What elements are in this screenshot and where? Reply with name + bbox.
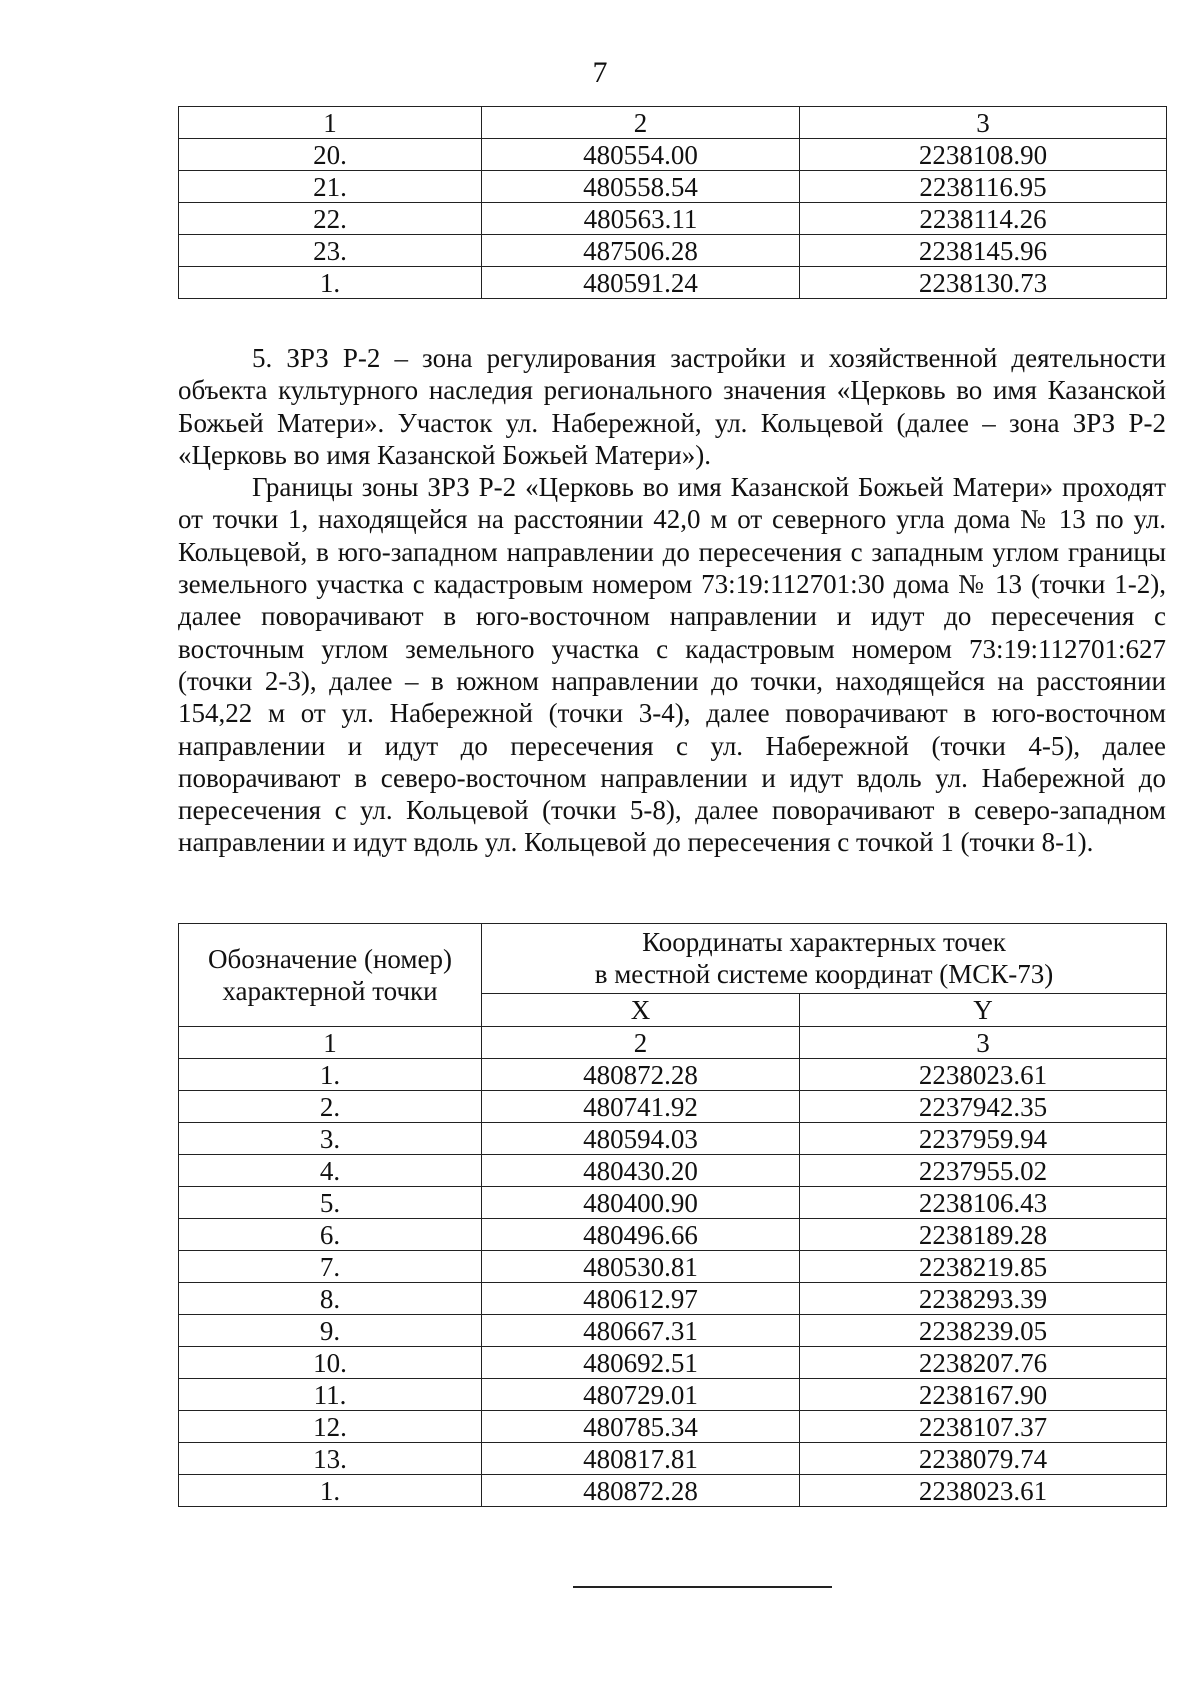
x-coordinate-cell: 480400.90 <box>482 1187 800 1219</box>
table-row <box>179 1123 1167 1155</box>
x-coordinate-cell: 480667.31 <box>482 1315 800 1347</box>
table-row <box>179 1219 1167 1251</box>
table-row <box>179 1411 1167 1443</box>
x-coordinate-cell: 480558.54 <box>482 171 800 203</box>
x-coordinate-cell: 480692.51 <box>482 1347 800 1379</box>
point-designation-header-line: характерной точки <box>222 976 438 1006</box>
point-number-cell: 1. <box>179 1059 482 1091</box>
point-number-cell: 5. <box>179 1187 482 1219</box>
x-coordinate-cell: 480594.03 <box>482 1123 800 1155</box>
y-coordinate-cell: 2238189.28 <box>800 1219 1167 1251</box>
table-header-row <box>179 924 1167 994</box>
x-coordinate-cell: 480729.01 <box>482 1379 800 1411</box>
point-number-cell: 12. <box>179 1411 482 1443</box>
y-coordinate-cell: 2238108.90 <box>800 139 1167 171</box>
y-coordinate-cell: 2238023.61 <box>800 1059 1167 1091</box>
x-coordinate-cell: 480530.81 <box>482 1251 800 1283</box>
x-coordinate-cell: 480872.28 <box>482 1059 800 1091</box>
point-number-cell: 6. <box>179 1219 482 1251</box>
table-row <box>179 203 1167 235</box>
x-coordinate-cell: 480741.92 <box>482 1091 800 1123</box>
y-coordinate-cell: 2238106.43 <box>800 1187 1167 1219</box>
coordinates-header <box>482 924 1167 994</box>
table-index-row <box>179 107 1167 139</box>
table-row <box>179 1379 1167 1411</box>
y-coordinate-cell: 2238207.76 <box>800 1347 1167 1379</box>
y-coordinate-cell: 2238116.95 <box>800 171 1167 203</box>
column-index-cell: 3 <box>800 1027 1167 1059</box>
point-number-cell: 21. <box>179 171 482 203</box>
coordinates-table-continued <box>178 106 1167 299</box>
point-number-cell: 7. <box>179 1251 482 1283</box>
point-number-cell: 8. <box>179 1283 482 1315</box>
x-coordinate-cell: 480785.34 <box>482 1411 800 1443</box>
point-number-cell: 10. <box>179 1347 482 1379</box>
table-row <box>179 1443 1167 1475</box>
coordinates-header-line: в местной системе координат (МСК-73) <box>594 959 1054 990</box>
column-index-cell: 1 <box>179 107 482 139</box>
x-coordinate-cell: 480430.20 <box>482 1155 800 1187</box>
y-coordinate-cell: 2237959.94 <box>800 1123 1167 1155</box>
x-coordinate-cell: 487506.28 <box>482 235 800 267</box>
y-coordinate-cell: 2238114.26 <box>800 203 1167 235</box>
table-row <box>179 1347 1167 1379</box>
point-number-cell: 2. <box>179 1091 482 1123</box>
y-coordinate-cell: 2238219.85 <box>800 1251 1167 1283</box>
table-row <box>179 1155 1167 1187</box>
y-coordinate-cell: 2237955.02 <box>800 1155 1167 1187</box>
table-row <box>179 171 1167 203</box>
x-coordinate-cell: 480563.11 <box>482 203 800 235</box>
point-number-cell: 9. <box>179 1315 482 1347</box>
column-index-cell: 3 <box>800 107 1167 139</box>
x-coordinate-cell: 480817.81 <box>482 1443 800 1475</box>
x-axis-header: X <box>482 993 800 1026</box>
y-coordinate-cell: 2238107.37 <box>800 1411 1167 1443</box>
zone-description <box>178 342 1166 859</box>
table-row <box>179 267 1167 299</box>
column-index-cell: 2 <box>482 107 800 139</box>
point-designation-header <box>179 924 482 1027</box>
y-coordinate-cell: 2238130.73 <box>800 267 1167 299</box>
table-body <box>179 924 1167 1507</box>
point-number-cell: 1. <box>179 1475 482 1507</box>
table-row <box>179 1283 1167 1315</box>
x-coordinate-cell: 480872.28 <box>482 1475 800 1507</box>
point-number-cell: 23. <box>179 235 482 267</box>
y-coordinate-cell: 2238023.61 <box>800 1475 1167 1507</box>
end-divider <box>573 1586 832 1588</box>
y-coordinate-cell: 2237942.35 <box>800 1091 1167 1123</box>
table-row <box>179 1251 1167 1283</box>
point-number-cell: 22. <box>179 203 482 235</box>
table-row <box>179 1059 1167 1091</box>
point-number-cell: 1. <box>179 267 482 299</box>
x-coordinate-cell: 480554.00 <box>482 139 800 171</box>
table-body <box>179 107 1167 299</box>
table-row <box>179 1091 1167 1123</box>
y-coordinate-cell: 2238145.96 <box>800 235 1167 267</box>
y-coordinate-cell: 2238239.05 <box>800 1315 1167 1347</box>
point-number-cell: 11. <box>179 1379 482 1411</box>
column-index-cell: 2 <box>482 1027 800 1059</box>
table-row <box>179 139 1167 171</box>
x-coordinate-cell: 480612.97 <box>482 1283 800 1315</box>
zone-boundary-paragraph: Границы зоны ЗРЗ Р-2 «Церковь во имя Казанской Божьей Матери» проходят от точки 1, находящейся на расстоянии 42,0 м от северного угла дома № 13 по ул. Кольцевой, в юго-западном направлении до пересечения с западным углом границы земельного участка с кадастровым номером 73:19:112701:30 дома № 13 (точки 1-2), далее поворачивают в юго-восточном направлении и идут до пересечения с восточным углом земельного участка с кадастровым номером 73:19:112701:627 (точки 2-3), далее – в южном направлении до точки, находящейся на расстоянии 154,22 м от ул. Набережной (точки 3-4), далее поворачивают в юго-восточном направлении и идут до пересечения с ул. Набережной (точки 4-5), далее поворачивают в северо-восточном направлении и идут вдоль ул. Набережной до пересечения с ул. Кольцевой (точки 5-8), далее поворачивают в северо-западном направлении и идут вдоль ул. Кольцевой до пересечения с точкой 1 (точки 8-1). <box>178 472 1166 858</box>
point-designation-header-line: Обозначение (номер) <box>208 944 452 974</box>
table-row <box>179 1475 1167 1507</box>
table-index-row <box>179 1027 1167 1059</box>
x-coordinate-cell: 480591.24 <box>482 267 800 299</box>
y-coordinate-cell: 2238079.74 <box>800 1443 1167 1475</box>
table-row <box>179 1187 1167 1219</box>
zone-coordinates-table <box>178 923 1167 1507</box>
table-row <box>179 1315 1167 1347</box>
point-number-cell: 13. <box>179 1443 482 1475</box>
point-number-cell: 3. <box>179 1123 482 1155</box>
point-number-cell: 4. <box>179 1155 482 1187</box>
point-number-cell: 20. <box>179 139 482 171</box>
column-index-cell: 1 <box>179 1027 482 1059</box>
table-row <box>179 235 1167 267</box>
page-number: 7 <box>592 56 608 89</box>
y-coordinate-cell: 2238293.39 <box>800 1283 1167 1315</box>
x-coordinate-cell: 480496.66 <box>482 1219 800 1251</box>
y-coordinate-cell: 2238167.90 <box>800 1379 1167 1411</box>
zone-title-paragraph: 5. ЗРЗ Р-2 – зона регулирования застройки и хозяйственной деятельности объекта культурного наследия регионального значения «Церковь во имя Казанской Божьей Матери». Участок ул. Набережной, ул. Кольцевой (далее – зона ЗРЗ Р-2 «Церковь во имя Казанской Божьей Матери»). <box>178 343 1166 470</box>
coordinates-header-line: Координаты характерных точек <box>642 927 1006 958</box>
y-axis-header: Y <box>800 993 1167 1026</box>
